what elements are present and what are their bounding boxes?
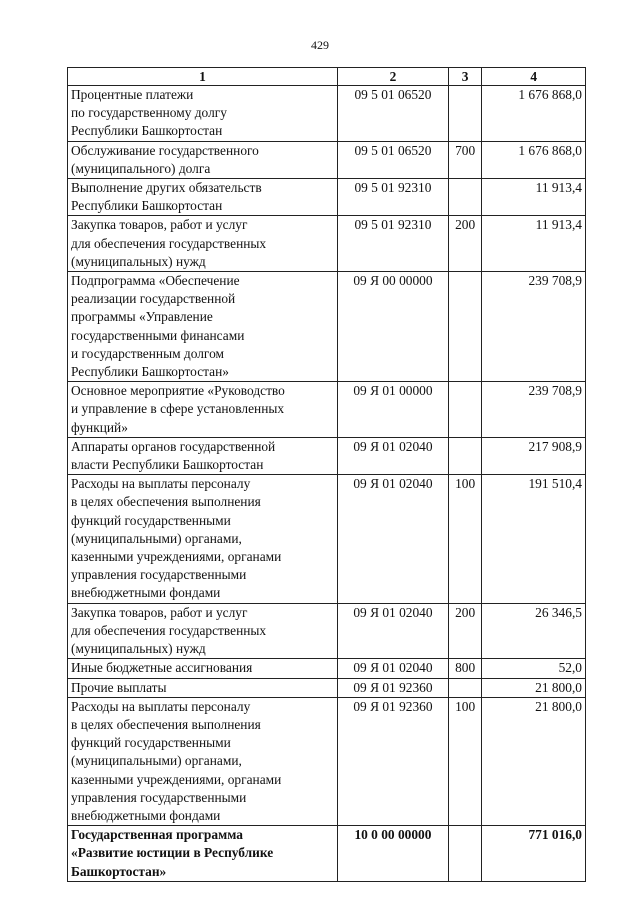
item-name-cell: Государственная программа «Развитие юстиции в Республике Башкортостан» <box>68 826 338 882</box>
item-name-cell: Обслуживание государственного (муниципального) долга <box>68 141 338 178</box>
amount-cell: 26 346,5 <box>482 603 586 659</box>
expense-type-cell <box>448 826 481 882</box>
amount-cell: 52,0 <box>482 659 586 678</box>
table-header-row <box>68 68 586 86</box>
table-row <box>68 216 586 272</box>
header-column-2: 2 <box>337 68 448 86</box>
target-code-cell: 09 5 01 92310 <box>337 179 448 216</box>
item-name-cell: Расходы на выплаты персоналу в целях обеспечения выполнения функций государственными (муниципальными) органами, казенными учреждениями, органами управления государственными внебюджетными фондами <box>68 475 338 603</box>
expense-type-cell <box>448 382 481 438</box>
target-code-cell: 10 0 00 00000 <box>337 826 448 882</box>
expense-type-cell <box>448 678 481 697</box>
header-column-1: 1 <box>68 68 338 86</box>
table-row <box>68 678 586 697</box>
item-name-cell: Процентные платежи по государственному долгу Республики Башкортостан <box>68 86 338 142</box>
item-name-cell: Подпрограмма «Обеспечение реализации государственной программы «Управление государственными финансами и государственным долгом Республики Башкортостан» <box>68 272 338 382</box>
table-row <box>68 475 586 603</box>
expense-type-cell: 100 <box>448 475 481 603</box>
target-code-cell: 09 Я 01 02040 <box>337 437 448 474</box>
target-code-cell: 09 5 01 06520 <box>337 141 448 178</box>
table-body <box>68 86 586 882</box>
expense-type-cell: 100 <box>448 697 481 825</box>
target-code-cell: 09 Я 01 02040 <box>337 659 448 678</box>
item-name-cell: Закупка товаров, работ и услуг для обеспечения государственных (муниципальных) нужд <box>68 216 338 272</box>
amount-cell: 11 913,4 <box>482 216 586 272</box>
expense-type-cell <box>448 86 481 142</box>
header-column-3: 3 <box>448 68 481 86</box>
item-name-cell: Закупка товаров, работ и услуг для обеспечения государственных (муниципальных) нужд <box>68 603 338 659</box>
expense-type-cell <box>448 437 481 474</box>
target-code-cell: 09 5 01 92310 <box>337 216 448 272</box>
amount-cell: 191 510,4 <box>482 475 586 603</box>
amount-cell: 239 708,9 <box>482 272 586 382</box>
amount-cell: 771 016,0 <box>482 826 586 882</box>
budget-table <box>67 67 586 882</box>
expense-type-cell: 700 <box>448 141 481 178</box>
table-row <box>68 86 586 142</box>
target-code-cell: 09 Я 01 02040 <box>337 475 448 603</box>
table-row <box>68 697 586 825</box>
item-name-cell: Основное мероприятие «Руководство и управление в сфере установленных функций» <box>68 382 338 438</box>
amount-cell: 239 708,9 <box>482 382 586 438</box>
table-row <box>68 141 586 178</box>
expense-type-cell <box>448 179 481 216</box>
target-code-cell: 09 Я 01 00000 <box>337 382 448 438</box>
amount-cell: 11 913,4 <box>482 179 586 216</box>
item-name-cell: Выполнение других обязательств Республики Башкортостан <box>68 179 338 216</box>
target-code-cell: 09 Я 01 02040 <box>337 603 448 659</box>
item-name-cell: Расходы на выплаты персоналу в целях обеспечения выполнения функций государственными (муниципальными) органами, казенными учреждениями, органами управления государственными внебюджетными фондами <box>68 697 338 825</box>
amount-cell: 217 908,9 <box>482 437 586 474</box>
item-name-cell: Прочие выплаты <box>68 678 338 697</box>
item-name-cell: Аппараты органов государственной власти Республики Башкортостан <box>68 437 338 474</box>
table-row <box>68 437 586 474</box>
target-code-cell: 09 Я 01 92360 <box>337 678 448 697</box>
table-row <box>68 382 586 438</box>
expense-type-cell: 800 <box>448 659 481 678</box>
amount-cell: 21 800,0 <box>482 678 586 697</box>
amount-cell: 21 800,0 <box>482 697 586 825</box>
table-row <box>68 603 586 659</box>
table-row <box>68 272 586 382</box>
item-name-cell: Иные бюджетные ассигнования <box>68 659 338 678</box>
expense-type-cell <box>448 272 481 382</box>
amount-cell: 1 676 868,0 <box>482 86 586 142</box>
amount-cell: 1 676 868,0 <box>482 141 586 178</box>
header-column-4: 4 <box>482 68 586 86</box>
target-code-cell: 09 Я 00 00000 <box>337 272 448 382</box>
target-code-cell: 09 5 01 06520 <box>337 86 448 142</box>
page-number: 429 <box>311 38 329 52</box>
expense-type-cell: 200 <box>448 603 481 659</box>
table-row <box>68 659 586 678</box>
expense-type-cell: 200 <box>448 216 481 272</box>
target-code-cell: 09 Я 01 92360 <box>337 697 448 825</box>
table-row <box>68 179 586 216</box>
table-row <box>68 826 586 882</box>
